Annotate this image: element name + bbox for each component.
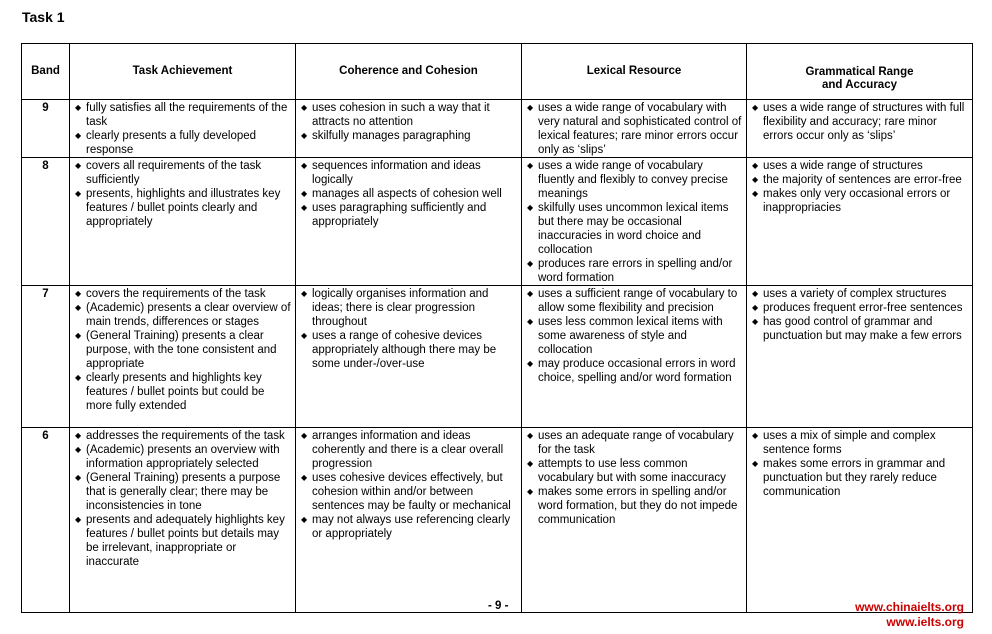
diamond-bullet-icon: ◆ xyxy=(527,317,534,326)
descriptor-text: the majority of sentences are error-free xyxy=(763,174,962,186)
diamond-bullet-icon: ◆ xyxy=(527,359,534,368)
diamond-bullet-icon: ◆ xyxy=(752,189,759,198)
descriptor-text: makes only very occasional errors or inappropriacies xyxy=(763,188,951,214)
diamond-bullet-icon: ◆ xyxy=(75,189,82,198)
descriptor-text: uses a wide range of vocabulary with very natural and sophisticated control of lexical features; rare minor errors occur only as ‘slips’ xyxy=(538,102,742,156)
descriptor-item xyxy=(300,429,517,471)
diamond-bullet-icon: ◆ xyxy=(301,131,308,140)
descriptor-list xyxy=(522,286,746,385)
descriptor-item xyxy=(74,159,291,187)
diamond-bullet-icon: ◆ xyxy=(301,189,308,198)
diamond-bullet-icon: ◆ xyxy=(75,515,82,524)
descriptor-item xyxy=(526,257,742,285)
descriptor-text: makes some errors in spelling and/or word formation, but they do not impede communication xyxy=(538,486,738,526)
footer-links xyxy=(855,600,964,630)
coherence-cohesion-cell xyxy=(296,158,522,286)
descriptor-text: may not always use referencing clearly or appropriately xyxy=(312,514,511,540)
band-descriptor-table xyxy=(21,43,973,613)
diamond-bullet-icon: ◆ xyxy=(752,459,759,468)
descriptor-text: covers all requirements of the task sufficiently xyxy=(86,160,262,186)
diamond-bullet-icon: ◆ xyxy=(301,203,308,212)
descriptor-text: has good control of grammar and punctuation but may make a few errors xyxy=(763,316,962,342)
descriptor-text: may produce occasional errors in word choice, spelling and/or word formation xyxy=(538,358,736,384)
descriptor-item xyxy=(300,471,517,513)
descriptor-item xyxy=(74,187,291,229)
descriptor-item xyxy=(751,101,968,143)
band-row xyxy=(22,428,973,613)
descriptor-item xyxy=(74,101,291,129)
diamond-bullet-icon: ◆ xyxy=(527,203,534,212)
header-row xyxy=(22,44,973,100)
descriptor-list xyxy=(747,428,972,499)
descriptor-list xyxy=(522,158,746,285)
descriptor-item xyxy=(74,429,291,443)
descriptor-text: (General Training) presents a purpose that is generally clear; there may be inconsistencies in tone xyxy=(86,472,281,512)
descriptor-text: logically organises information and ideas; there is clear progression throughout xyxy=(312,288,489,328)
diamond-bullet-icon: ◆ xyxy=(527,289,534,298)
diamond-bullet-icon: ◆ xyxy=(75,473,82,482)
descriptor-item xyxy=(751,457,968,499)
band-row xyxy=(22,100,973,158)
task-achievement-cell xyxy=(70,428,296,613)
descriptor-text: uses less common lexical items with some awareness of style and collocation xyxy=(538,316,723,356)
descriptor-list xyxy=(296,428,521,541)
descriptor-item xyxy=(526,159,742,201)
diamond-bullet-icon: ◆ xyxy=(75,445,82,454)
diamond-bullet-icon: ◆ xyxy=(752,161,759,170)
descriptor-item xyxy=(526,429,742,457)
descriptor-text: produces frequent error-free sentences xyxy=(763,302,963,314)
descriptor-list xyxy=(747,158,972,215)
coherence-cohesion-cell xyxy=(296,100,522,158)
diamond-bullet-icon: ◆ xyxy=(527,103,534,112)
diamond-bullet-icon: ◆ xyxy=(301,331,308,340)
page-number: - 9 - xyxy=(488,600,509,612)
diamond-bullet-icon: ◆ xyxy=(752,431,759,440)
descriptor-item xyxy=(74,287,291,301)
descriptor-text: uses a range of cohesive devices appropriately although there may be some under-/over-use xyxy=(312,330,497,370)
descriptor-item xyxy=(526,457,742,485)
descriptor-item xyxy=(751,187,968,215)
descriptor-list xyxy=(747,286,972,343)
descriptor-text: uses a wide range of vocabulary fluently and flexibly to convey precise meanings xyxy=(538,160,728,200)
descriptor-text: clearly presents and highlights key features / bullet points but could be more fully extended xyxy=(86,372,265,412)
descriptor-text: uses cohesion in such a way that it attracts no attention xyxy=(312,102,490,128)
task-achievement-cell xyxy=(70,158,296,286)
descriptor-text: fully satisfies all the requirements of the task xyxy=(86,102,288,128)
descriptor-list xyxy=(747,100,972,143)
diamond-bullet-icon: ◆ xyxy=(301,103,308,112)
descriptor-text: uses a variety of complex structures xyxy=(763,288,947,300)
descriptor-item xyxy=(751,287,968,301)
lexical-resource-cell xyxy=(522,428,747,613)
descriptor-text: uses a sufficient range of vocabulary to allow some flexibility and precision xyxy=(538,288,738,314)
descriptor-text: uses an adequate range of vocabulary for the task xyxy=(538,430,734,456)
diamond-bullet-icon: ◆ xyxy=(75,373,82,382)
descriptor-item xyxy=(526,357,742,385)
header-lexical-resource: Lexical Resource xyxy=(522,44,747,100)
diamond-bullet-icon: ◆ xyxy=(752,103,759,112)
diamond-bullet-icon: ◆ xyxy=(75,131,82,140)
descriptor-text: (Academic) presents an overview with information appropriately selected xyxy=(86,444,280,470)
task-achievement-cell xyxy=(70,286,296,428)
link-ielts[interactable]: www.ielts.org xyxy=(886,615,964,629)
descriptor-item xyxy=(74,129,291,157)
diamond-bullet-icon: ◆ xyxy=(527,487,534,496)
descriptor-list xyxy=(70,428,295,569)
descriptor-text: addresses the requirements of the task xyxy=(86,430,285,442)
header-band: Band xyxy=(22,44,70,100)
descriptor-item xyxy=(751,301,968,315)
descriptor-item xyxy=(300,513,517,541)
coherence-cohesion-cell xyxy=(296,286,522,428)
diamond-bullet-icon: ◆ xyxy=(301,515,308,524)
diamond-bullet-icon: ◆ xyxy=(527,161,534,170)
descriptor-text: (General Training) presents a clear purpose, with the tone consistent and appropriate xyxy=(86,330,277,370)
descriptor-text: covers the requirements of the task xyxy=(86,288,266,300)
descriptor-text: presents, highlights and illustrates key features / bullet points clearly and appropriately xyxy=(86,188,281,228)
descriptor-item xyxy=(526,315,742,357)
descriptor-text: produces rare errors in spelling and/or word formation xyxy=(538,258,733,284)
descriptor-text: uses paragraphing sufficiently and appropriately xyxy=(312,202,487,228)
diamond-bullet-icon: ◆ xyxy=(75,161,82,170)
descriptor-text: uses a wide range of structures with full flexibility and accuracy; rare minor errors occur only as ‘slips’ xyxy=(763,102,965,142)
grammatical-range-cell xyxy=(747,158,973,286)
descriptor-item xyxy=(526,201,742,257)
diamond-bullet-icon: ◆ xyxy=(75,303,82,312)
descriptor-item xyxy=(526,485,742,527)
diamond-bullet-icon: ◆ xyxy=(752,289,759,298)
page-title: Task 1 xyxy=(22,9,65,25)
descriptor-item xyxy=(74,471,291,513)
descriptor-item xyxy=(74,371,291,413)
diamond-bullet-icon: ◆ xyxy=(527,459,534,468)
descriptor-item xyxy=(751,429,968,457)
coherence-cohesion-cell xyxy=(296,428,522,613)
lexical-resource-cell xyxy=(522,100,747,158)
descriptor-list xyxy=(70,286,295,413)
descriptor-list xyxy=(70,100,295,157)
descriptor-item xyxy=(751,315,968,343)
header-grammatical-line1: Grammatical Range xyxy=(805,65,914,78)
descriptor-text: presents and adequately highlights key features / bullet points but details may be irrelevant, inappropriate or inaccurate xyxy=(86,514,285,568)
descriptor-list xyxy=(70,158,295,229)
grammatical-range-cell xyxy=(747,286,973,428)
descriptor-item xyxy=(74,513,291,569)
descriptor-item xyxy=(300,101,517,129)
task-achievement-cell xyxy=(70,100,296,158)
band-score: 7 xyxy=(22,286,70,428)
descriptor-text: skilfully uses uncommon lexical items but there may be occasional inaccuracies in word choice and collocation xyxy=(538,202,729,256)
diamond-bullet-icon: ◆ xyxy=(75,289,82,298)
band-score: 8 xyxy=(22,158,70,286)
descriptor-item xyxy=(526,287,742,315)
descriptor-item xyxy=(74,329,291,371)
descriptor-text: manages all aspects of cohesion well xyxy=(312,188,502,200)
lexical-resource-cell xyxy=(522,286,747,428)
diamond-bullet-icon: ◆ xyxy=(301,431,308,440)
descriptor-item xyxy=(300,129,517,143)
diamond-bullet-icon: ◆ xyxy=(75,331,82,340)
band-score: 6 xyxy=(22,428,70,613)
descriptor-text: sequences information and ideas logically xyxy=(312,160,481,186)
descriptor-text: makes some errors in grammar and punctuation but they rarely reduce communication xyxy=(763,458,946,498)
descriptor-item xyxy=(300,201,517,229)
diamond-bullet-icon: ◆ xyxy=(75,103,82,112)
diamond-bullet-icon: ◆ xyxy=(752,317,759,326)
band-row xyxy=(22,158,973,286)
diamond-bullet-icon: ◆ xyxy=(527,431,534,440)
descriptor-text: attempts to use less common vocabulary but with some inaccuracy xyxy=(538,458,726,484)
descriptor-text: clearly presents a fully developed response xyxy=(86,130,257,156)
diamond-bullet-icon: ◆ xyxy=(75,431,82,440)
diamond-bullet-icon: ◆ xyxy=(301,289,308,298)
descriptor-list xyxy=(296,286,521,371)
band-row xyxy=(22,286,973,428)
descriptor-text: uses cohesive devices effectively, but cohesion within and/or between sentences may be faulty or mechanical xyxy=(312,472,511,512)
grammatical-range-cell xyxy=(747,100,973,158)
descriptor-item xyxy=(300,329,517,371)
descriptor-item xyxy=(74,443,291,471)
descriptor-item xyxy=(74,301,291,329)
diamond-bullet-icon: ◆ xyxy=(301,161,308,170)
header-grammatical-range xyxy=(747,44,973,100)
descriptor-item xyxy=(751,159,968,173)
descriptor-list xyxy=(522,100,746,157)
diamond-bullet-icon: ◆ xyxy=(752,175,759,184)
diamond-bullet-icon: ◆ xyxy=(752,303,759,312)
descriptor-item xyxy=(300,159,517,187)
header-task-achievement: Task Achievement xyxy=(70,44,296,100)
lexical-resource-cell xyxy=(522,158,747,286)
grammatical-range-cell xyxy=(747,428,973,613)
descriptor-text: uses a wide range of structures xyxy=(763,160,923,172)
descriptor-item xyxy=(300,287,517,329)
descriptor-text: skilfully manages paragraphing xyxy=(312,130,471,142)
descriptor-list xyxy=(296,158,521,229)
descriptor-text: (Academic) presents a clear overview of main trends, differences or stages xyxy=(86,302,291,328)
diamond-bullet-icon: ◆ xyxy=(527,259,534,268)
band-score: 9 xyxy=(22,100,70,158)
descriptor-item xyxy=(300,187,517,201)
link-chinaielts[interactable]: www.chinaielts.org xyxy=(855,600,964,614)
descriptor-item xyxy=(526,101,742,157)
descriptor-text: uses a mix of simple and complex sentence forms xyxy=(763,430,936,456)
header-grammatical-line2: and Accuracy xyxy=(822,78,897,91)
header-coherence-cohesion: Coherence and Cohesion xyxy=(296,44,522,100)
descriptor-list xyxy=(296,100,521,143)
descriptor-list xyxy=(522,428,746,527)
descriptor-text: arranges information and ideas coherently and there is a clear overall progression xyxy=(312,430,504,470)
diamond-bullet-icon: ◆ xyxy=(301,473,308,482)
descriptor-item xyxy=(751,173,968,187)
